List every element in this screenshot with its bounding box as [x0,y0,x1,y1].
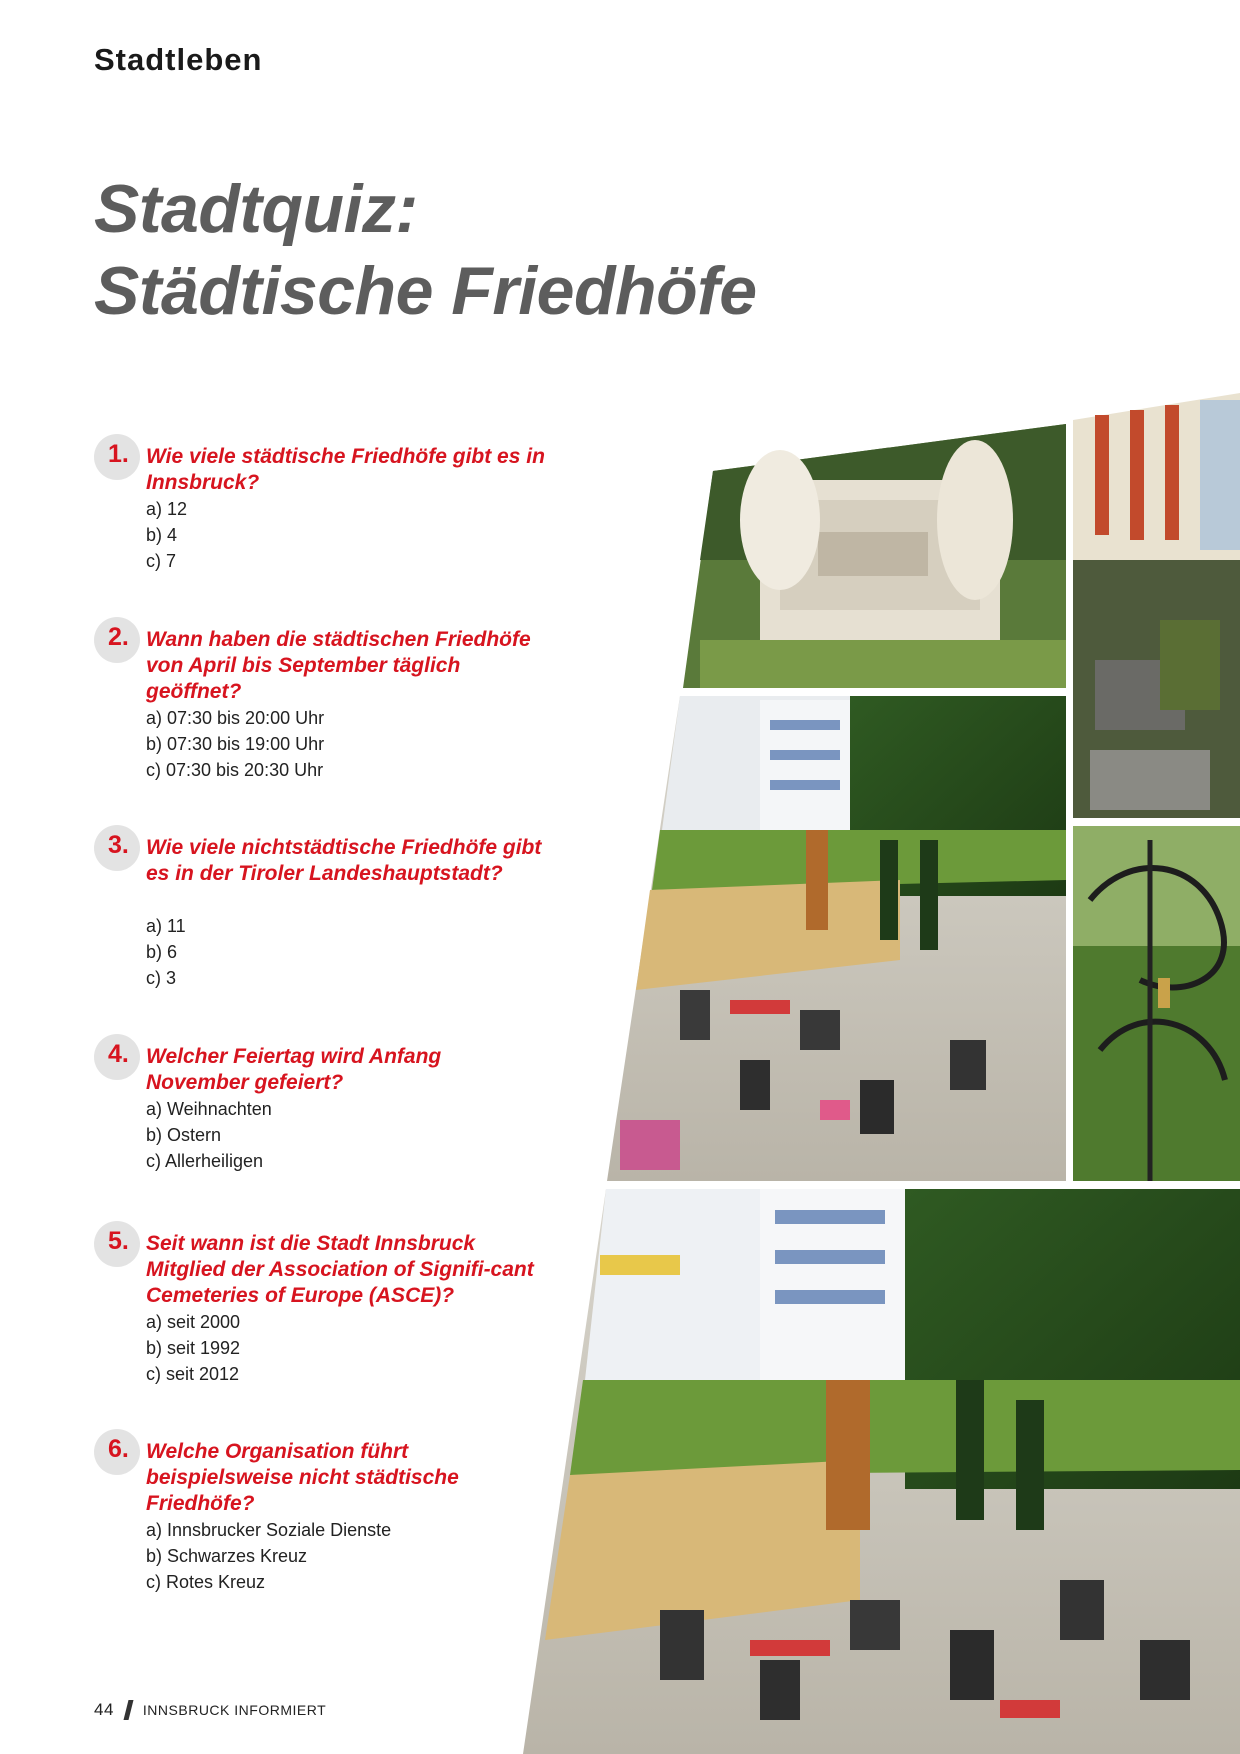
answer-option-b: b) 4 [146,525,178,545]
answer-option-b: b) 6 [146,942,178,962]
question-text: Welche Organisation führt beispielsweise nicht städtische Friedhöfe? [146,1440,459,1515]
answer-option-a: a) seit 2000 [146,1312,241,1332]
photo-iron-cross-detail [1073,826,1240,1181]
answer-option-b: b) Ostern [146,1125,222,1145]
answer-option-a: a) 12 [146,499,188,519]
photo-church [1073,393,1240,818]
footer-slash-icon [123,1700,133,1720]
answer-option-b: b) 07:30 bis 19:00 Uhr [146,734,325,754]
answer-option-c: c) seit 2012 [146,1364,240,1384]
page-number: 44 [94,1700,114,1719]
answer-option-c: c) 07:30 bis 20:30 Uhr [146,760,324,780]
question-text: Wann haben die städtischen Friedhöfe von April bis September täglich geöffnet? [146,628,531,703]
question-number: 3. [108,831,129,859]
section-label: Stadtleben [94,42,263,77]
question-number: 2. [108,623,129,651]
answer-option-b: b) seit 1992 [146,1338,241,1358]
answer-option-a: a) Innsbrucker Soziale Dienste [146,1520,392,1540]
question-number: 5. [108,1227,129,1255]
answer-option-a: a) 07:30 bis 20:00 Uhr [146,708,325,728]
page-footer [94,1700,326,1720]
photo-cemetery-wide [523,1189,1240,1754]
answer-option-a: a) Weihnachten [146,1099,272,1119]
question-text: Welcher Feiertag wird Anfang November gefeiert? [146,1045,442,1094]
answer-option-c: c) Rotes Kreuz [146,1572,266,1592]
question-number: 1. [108,440,129,468]
question-text: Seit wann ist die Stadt Innsbruck Mitglied der Association of Signifi-cant Cemeteries of Europe (ASCE)? [146,1232,534,1307]
question-number: 4. [108,1040,129,1068]
answer-option-b: b) Schwarzes Kreuz [146,1546,308,1566]
page-title-line-1: Stadtquiz: [94,171,418,247]
question-number: 6. [108,1435,129,1463]
question-text: Wie viele städtische Friedhöfe gibt es in Innsbruck? [146,445,545,494]
publication-name: INNSBRUCK INFORMIERT [142,1702,327,1718]
answer-option-c: c) 3 [146,968,177,988]
answer-option-c: c) 7 [146,551,177,571]
page-title-line-2: Städtische Friedhöfe [94,253,757,329]
answer-option-a: a) 11 [146,916,186,936]
question-text: Wie viele nichtstädtische Friedhöfe gibt es in der Tiroler Landeshauptstadt? [146,836,542,885]
photo-monument [683,424,1066,688]
photo-cemetery-rows [607,696,1066,1181]
answer-option-c: c) Allerheiligen [146,1151,264,1171]
